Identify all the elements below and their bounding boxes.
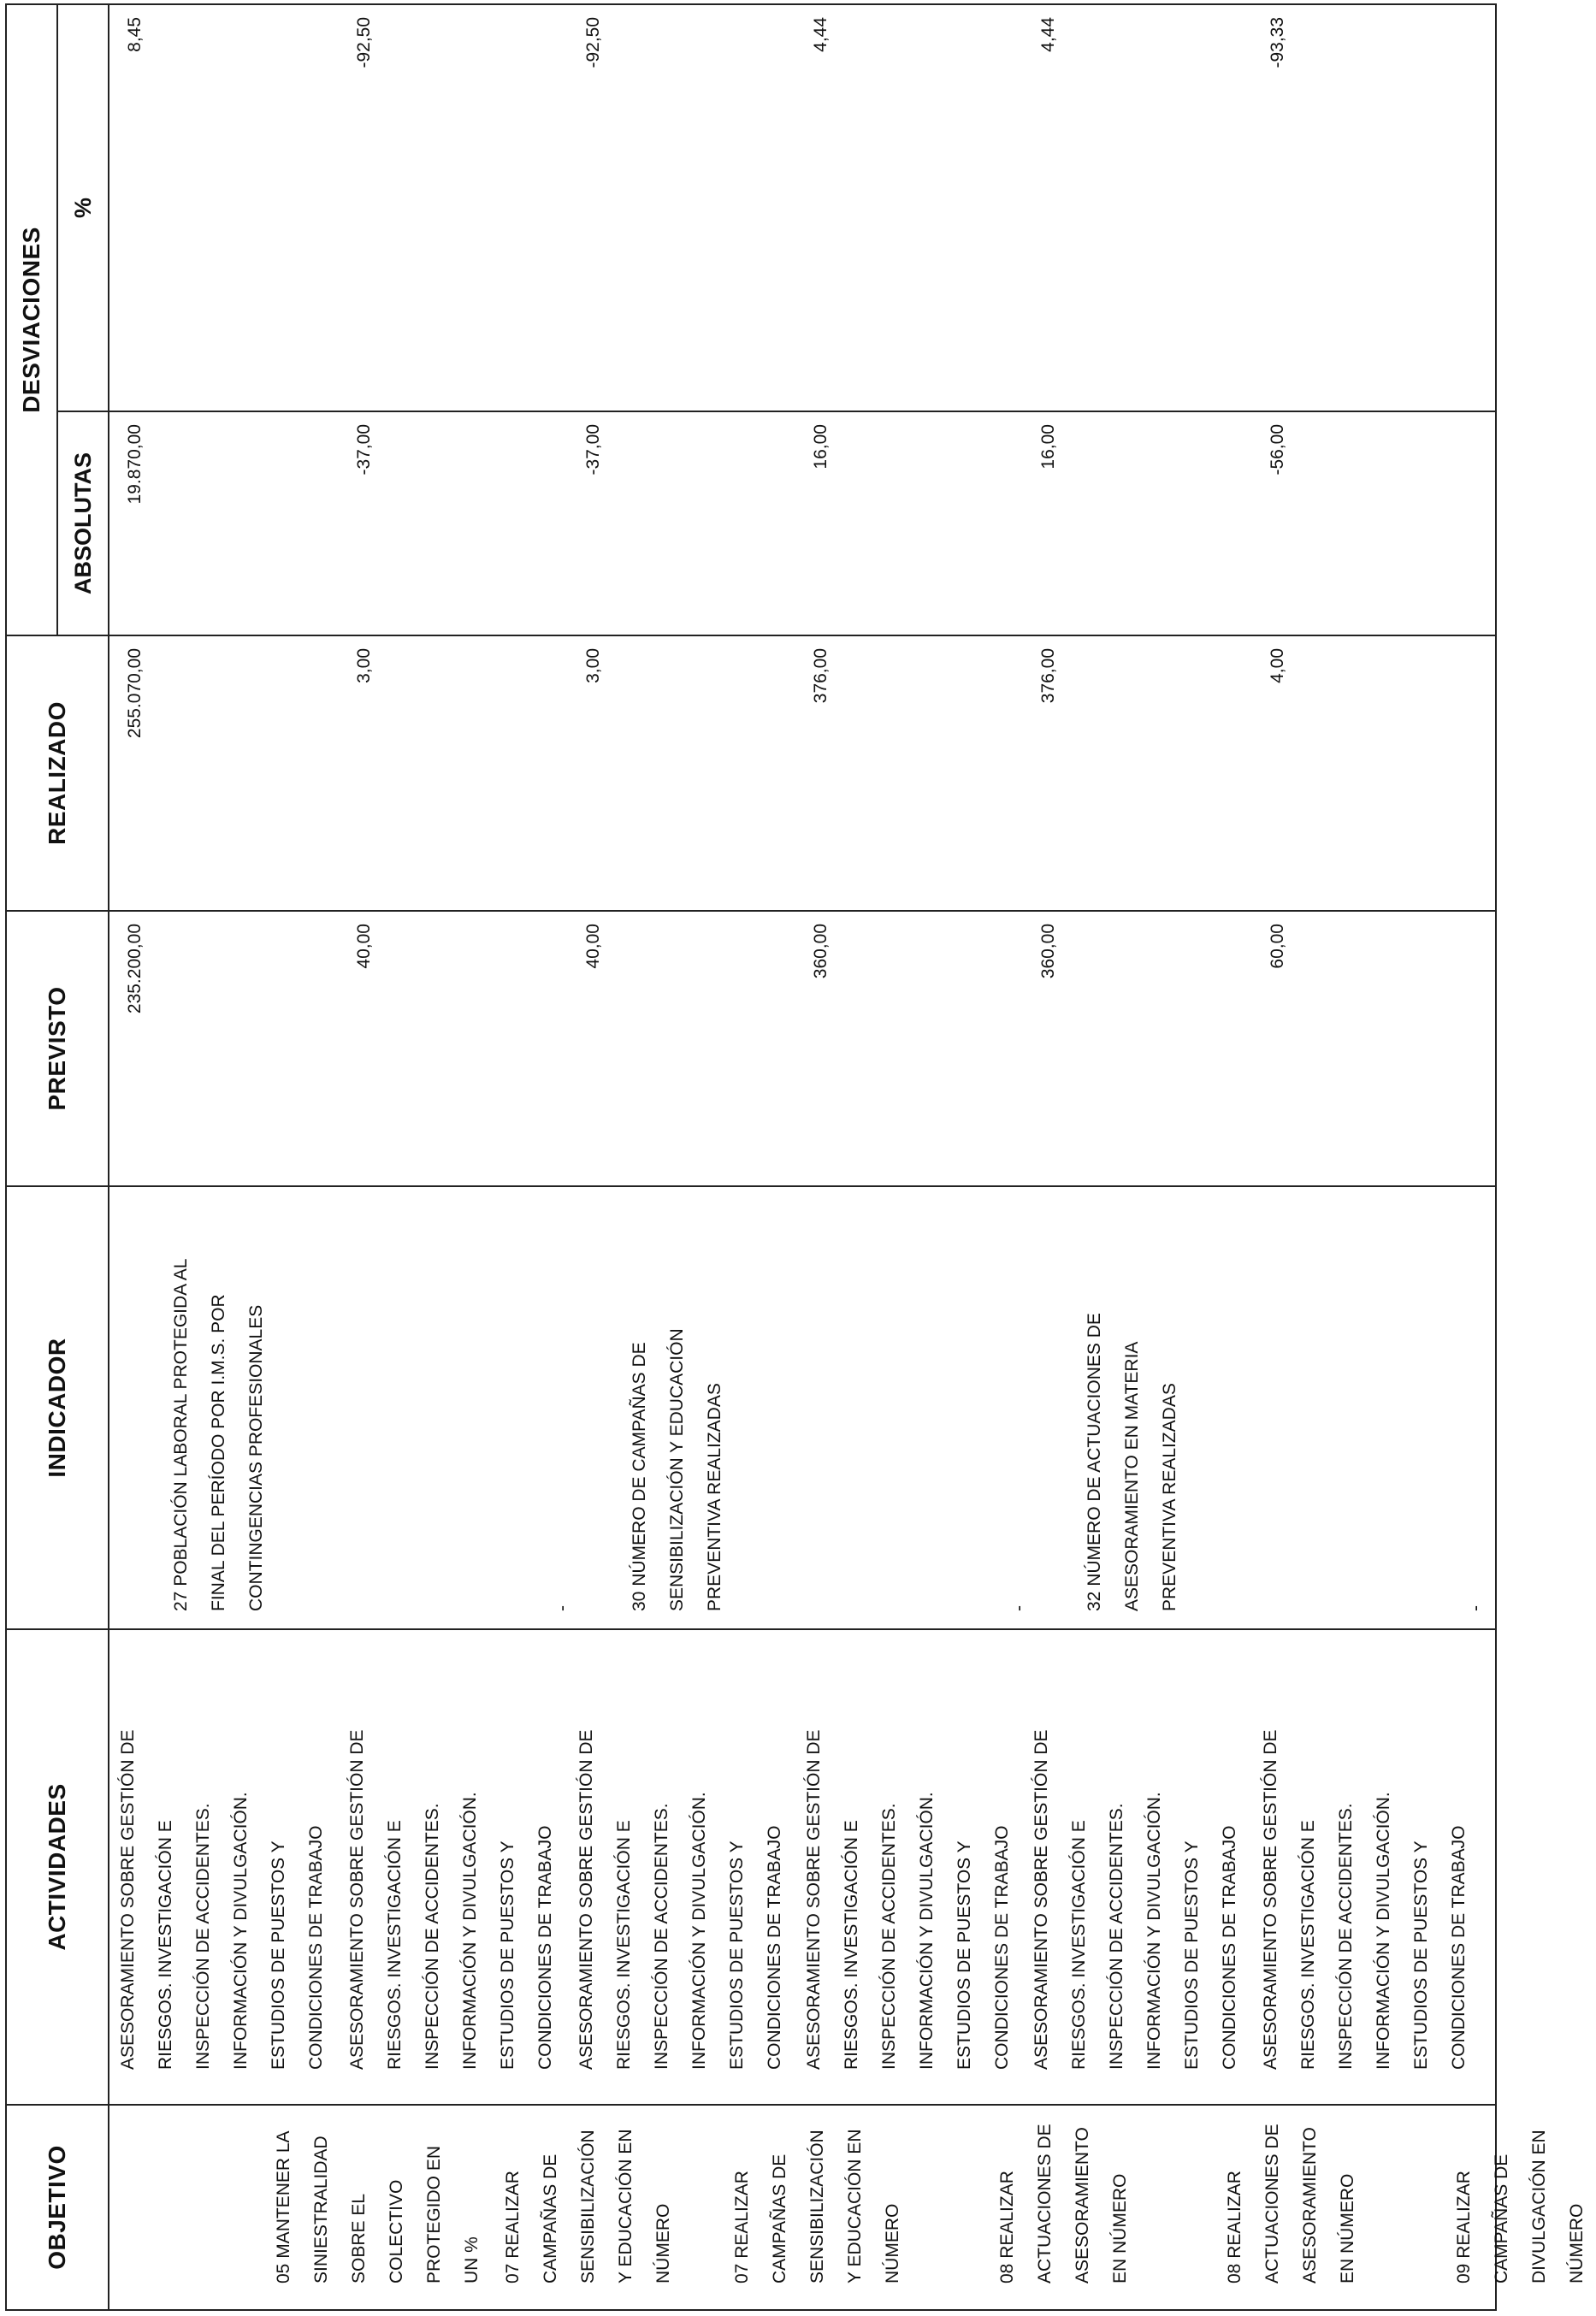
act-line: RIESGOS. INVESTIGACIÓN E [1069,1820,1089,2070]
act-line: ESTUDIOS DE PUESTOS Y [1182,1840,1202,2070]
act-line: RIESGOS. INVESTIGACIÓN E [156,1820,175,2070]
indicador-cell [109,1186,1496,1629]
ind-line: PREVENTIVA REALIZADAS [1160,1383,1179,1611]
header-porcentaje: % [57,4,109,411]
header-desviaciones: DESVIACIONES [6,4,57,635]
act-line: ESTUDIOS DE PUESTOS Y [1411,1840,1431,2070]
previsto-cell [109,911,1496,1186]
realizado-value: 255.070,00 [125,648,145,739]
previsto-value: 360,00 [811,924,831,979]
act-line: ASESORAMIENTO SOBRE GESTIÓN DE [118,1729,138,2070]
obj-line: ASESORAMIENTO EN NÚMERO [1300,2127,1357,2284]
header-previsto: PREVISTO [6,911,109,1186]
act-line: RIESGOS. INVESTIGACIÓN E [842,1820,861,2070]
act-line: ASESORAMIENTO SOBRE GESTIÓN DE [1031,1729,1051,2070]
porcentaje-value: -93,33 [1268,16,1287,68]
results-table [5,3,1587,2311]
realizado-value: 376,00 [811,648,831,704]
header-objetivo: OBJETIVO [6,2105,109,2310]
table-row [109,4,1496,2310]
dash-block [1001,1187,1038,1628]
realizado-value: 4,00 [1268,648,1287,683]
act-line: ASESORAMIENTO SOBRE GESTIÓN DE [576,1729,596,2070]
ind-block [621,1187,734,1628]
ind-line: PREVENTIVA REALIZADAS [705,1383,724,1611]
obj-block [464,2106,683,2309]
obj-line: NÚMERO [653,2203,673,2284]
obj-line: SOBRE EL COLECTIVO PROTEGIDO EN [349,2145,444,2284]
dash-line: - [1009,1605,1029,1611]
act-line: ESTUDIOS DE PUESTOS Y [498,1840,517,2070]
obj-block [693,2106,912,2309]
dash-block [1457,1187,1495,1628]
dash-line: - [553,1605,572,1611]
realizado-cell [109,635,1496,911]
realizado-value: 376,00 [1038,648,1058,704]
obj-line: 05 MANTENER LA SINIESTRALIDAD [274,2131,331,2284]
obj-line: 08 REALIZAR ACTUACIONES DE [1225,2124,1282,2284]
obj-block [958,2106,1139,2309]
previsto-value: 40,00 [354,924,374,969]
header-realizado: REALIZADO [6,635,109,911]
ind-line: 32 NÚMERO DE ACTUACIONES DE [1085,1313,1104,1611]
absolutas-value: 16,00 [811,424,831,470]
act-block [339,1630,565,2104]
obj-line: 07 REALIZAR CAMPAÑAS DE [503,2154,560,2284]
header-actividades: ACTIVIDADES [6,1629,109,2105]
act-line: CONDICIONES DE TRABAJO [765,1825,784,2070]
act-line: CONDICIONES DE TRABAJO [1449,1825,1469,2070]
dash-block [544,1187,582,1628]
porcentaje-cell [109,4,1496,411]
dash-line: - [1466,1605,1486,1611]
ind-line: ASESORAMIENTO EN MATERIA [1122,1341,1142,1611]
objetivo-cell [109,2105,1587,2310]
header-absolutas: ABSOLUTAS [57,411,109,635]
act-block [109,1630,335,2104]
header-indicador: INDICADOR [6,1186,109,1629]
porcentaje-value: 4,44 [1038,16,1058,52]
obj-block [234,2106,491,2309]
act-line: ESTUDIOS DE PUESTOS Y [727,1840,747,2070]
act-line: ESTUDIOS DE PUESTOS Y [955,1840,974,2070]
act-line: INSPECCIÓN DE ACCIDENTES. [1107,1803,1126,2070]
act-line: CONDICIONES DE TRABAJO [535,1825,555,2070]
absolutas-value: -37,00 [583,424,603,476]
ind-block [163,1187,275,1628]
act-line: INFORMACIÓN Y DIVULGACIÓN. [231,1792,251,2070]
previsto-value: 40,00 [583,924,603,969]
actividades-cell [109,1629,1496,2105]
act-line: INFORMACIÓN Y DIVULGACIÓN. [460,1792,480,2070]
realizado-value: 3,00 [354,648,374,683]
absolutas-value: -56,00 [1268,424,1287,476]
obj-line: SENSIBILIZACIÓN Y EDUCACIÓN EN [807,2129,865,2284]
act-line: ESTUDIOS DE PUESTOS Y [269,1840,288,2070]
act-line: INSPECCIÓN DE ACCIDENTES. [1336,1803,1356,2070]
act-line: INFORMACIÓN Y DIVULGACIÓN. [917,1792,937,2070]
act-line: INSPECCIÓN DE ACCIDENTES. [879,1803,899,2070]
porcentaje-value: 4,44 [811,16,831,52]
obj-block [1185,2106,1367,2309]
obj-line: NÚMERO [883,2203,902,2284]
act-line: RIESGOS. INVESTIGACIÓN E [614,1820,634,2070]
absolutas-value: 16,00 [1038,424,1058,470]
act-line: ASESORAMIENTO SOBRE GESTIÓN DE [1261,1729,1280,2070]
act-line: CONDICIONES DE TRABAJO [306,1825,326,2070]
ind-line: SENSIBILIZACIÓN Y EDUCACIÓN [667,1328,687,1611]
act-line: CONDICIONES DE TRABAJO [992,1825,1012,2070]
absolutas-value: 19.870,00 [125,424,145,505]
previsto-value: 360,00 [1038,924,1058,979]
act-line: INSPECCIÓN DE ACCIDENTES. [193,1803,213,2070]
act-line: ASESORAMIENTO SOBRE GESTIÓN DE [804,1729,824,2070]
act-block [1252,1630,1478,2104]
porcentaje-value: -92,50 [583,16,603,68]
obj-line: SENSIBILIZACIÓN Y EDUCACIÓN EN [578,2129,635,2284]
previsto-value: 60,00 [1268,924,1287,969]
porcentaje-value: -92,50 [354,16,374,68]
act-block [795,1630,1021,2104]
obj-line: ASESORAMIENTO EN NÚMERO [1073,2127,1130,2284]
act-line: RIESGOS. INVESTIGACIÓN E [1298,1820,1318,2070]
ind-line: 27 POBLACIÓN LABORAL PROTEGIDA AL [171,1258,191,1611]
act-line: INFORMACIÓN Y DIVULGACIÓN. [1144,1792,1164,2070]
previsto-value: 235.200,00 [125,924,145,1014]
obj-line: 09 REALIZAR CAMPAÑAS DE [1454,2154,1511,2284]
act-block [1023,1630,1249,2104]
ind-line: CONTINGENCIAS PROFESIONALES [246,1304,266,1611]
obj-line: DIVULGACIÓN EN NÚMERO [1529,2130,1587,2284]
act-line: INFORMACIÓN Y DIVULGACIÓN. [689,1792,709,2070]
ind-line: FINAL DEL PERÍODO POR I.M.S. POR [209,1294,228,1611]
absolutas-value: -37,00 [354,424,374,476]
ind-line: 30 NÚMERO DE CAMPAÑAS DE [630,1342,649,1611]
obj-line: 08 REALIZAR ACTUACIONES DE [997,2124,1055,2284]
ind-block [1076,1187,1189,1628]
obj-line: 07 REALIZAR CAMPAÑAS DE [732,2154,789,2284]
act-line: RIESGOS. INVESTIGACIÓN E [385,1820,405,2070]
act-line: CONDICIONES DE TRABAJO [1220,1825,1239,2070]
porcentaje-value: 8,45 [125,16,145,52]
act-line: ASESORAMIENTO SOBRE GESTIÓN DE [347,1729,367,2070]
act-line: INSPECCIÓN DE ACCIDENTES. [652,1803,671,2070]
act-line: INSPECCIÓN DE ACCIDENTES. [423,1803,442,2070]
realizado-value: 3,00 [583,648,603,683]
act-block [568,1630,794,2104]
act-line: INFORMACIÓN Y DIVULGACIÓN. [1374,1792,1393,2070]
absolutas-cell [109,411,1496,635]
obj-line: UN % [462,2236,482,2284]
obj-block [1415,2106,1596,2309]
